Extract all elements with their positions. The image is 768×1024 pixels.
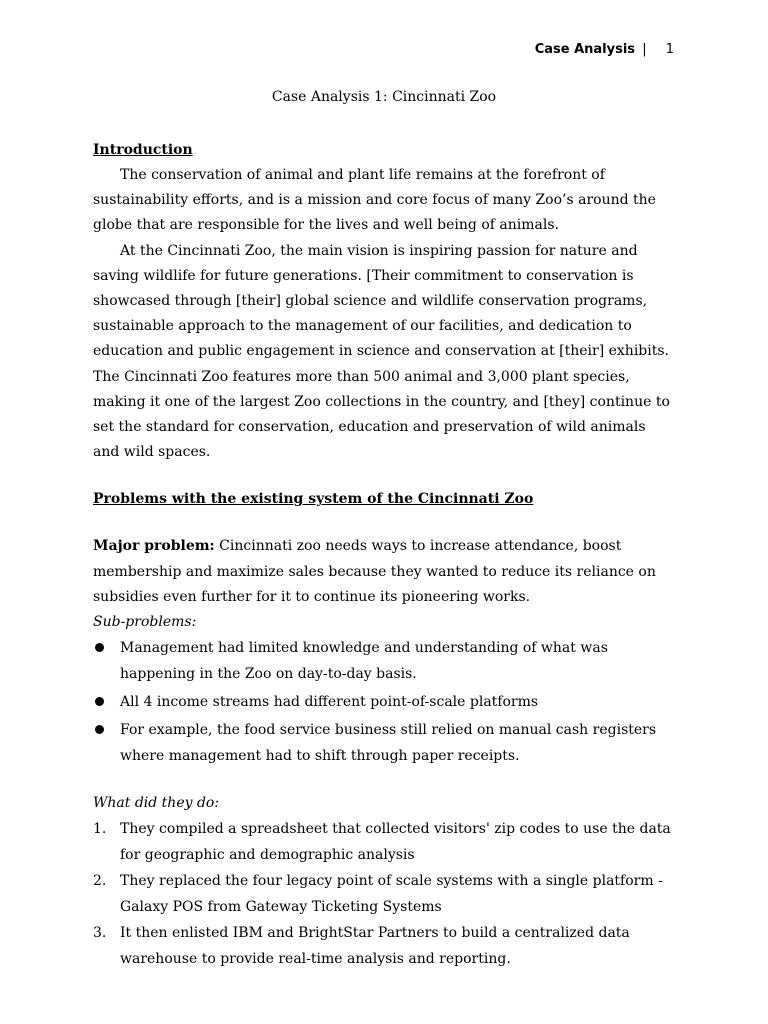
sub-problems-list <box>93 635 673 769</box>
introduction-heading: Introduction <box>93 142 193 158</box>
bullet-icon <box>95 725 104 734</box>
list-item <box>93 868 673 920</box>
introduction-paragraph: At the Cincinnati Zoo, the main vision is inspiring passion for nature and saving wildlife for future generations. [Their commitment to conservation is showcased through [their] global science and wildlife conservation programs, sustainable approach to the management of our facilities, and dedication to education and public engagement in science and conservation at [their] exhibits. The Cincinnati Zoo features more than 500 animal and 3,000 plant species, making it one of the largest Zoo collections in the country, and [they] continue to set the standard for conservation, education and preservation of wild animals and wild spaces. <box>93 242 670 461</box>
list-item-text: They compiled a spreadsheet that collected visitors' zip codes to use the data for geographic and demographic analysis <box>120 821 671 864</box>
list-item-text: It then enlisted IBM and BrightStar Partners to build a centralized data warehouse to provide real-time analysis and reporting. <box>120 925 630 968</box>
header-title: Case Analysis <box>534 42 636 57</box>
list-item-text: All 4 income streams had different point-of-scale platforms <box>120 694 539 711</box>
list-number: 1. <box>93 821 107 838</box>
problems-heading: Problems with the existing system of the Cincinnati Zoo <box>93 491 534 508</box>
document-body <box>93 138 673 972</box>
actions-label: What did they do: <box>93 795 220 812</box>
introduction-paragraph: The conservation of animal and plant life remains at the forefront of sustainability efforts, and is a mission and core focus of many Zoo’s around the globe that are responsible for the lives and well being of animals. <box>93 167 656 234</box>
list-number: 3. <box>93 925 107 942</box>
list-item <box>93 816 673 868</box>
list-item <box>93 635 673 687</box>
bullet-icon <box>95 643 104 652</box>
actions-list <box>93 816 673 972</box>
major-problem-text: Cincinnati zoo needs ways to increase attendance, boost membership and maximize sales because they wanted to reduce its reliance on subsidies even further for it to continue its pioneering works. <box>93 538 656 605</box>
list-item <box>93 717 673 769</box>
header-separator: | <box>642 42 647 57</box>
list-item-text: Management had limited knowledge and understanding of what was happening in the Zoo on day-to-day basis. <box>120 640 608 683</box>
major-problem-paragraph <box>93 534 673 610</box>
document-title: Case Analysis 1: Cincinnati Zoo <box>271 89 497 105</box>
bullet-icon <box>95 697 104 706</box>
list-item <box>93 689 673 715</box>
running-header <box>535 42 674 57</box>
list-number: 2. <box>93 873 107 890</box>
sub-problems-label: Sub-problems: <box>93 614 197 631</box>
list-item-text: They replaced the four legacy point of scale systems with a single platform - Galaxy POS from Gateway Ticketing Systems <box>120 873 663 916</box>
major-problem-label: Major problem: <box>93 538 215 555</box>
list-item-text: For example, the food service business still relied on manual cash registers where management had to shift through paper receipts. <box>120 722 657 765</box>
header-page-number: 1 <box>665 42 674 57</box>
list-item <box>93 920 673 972</box>
